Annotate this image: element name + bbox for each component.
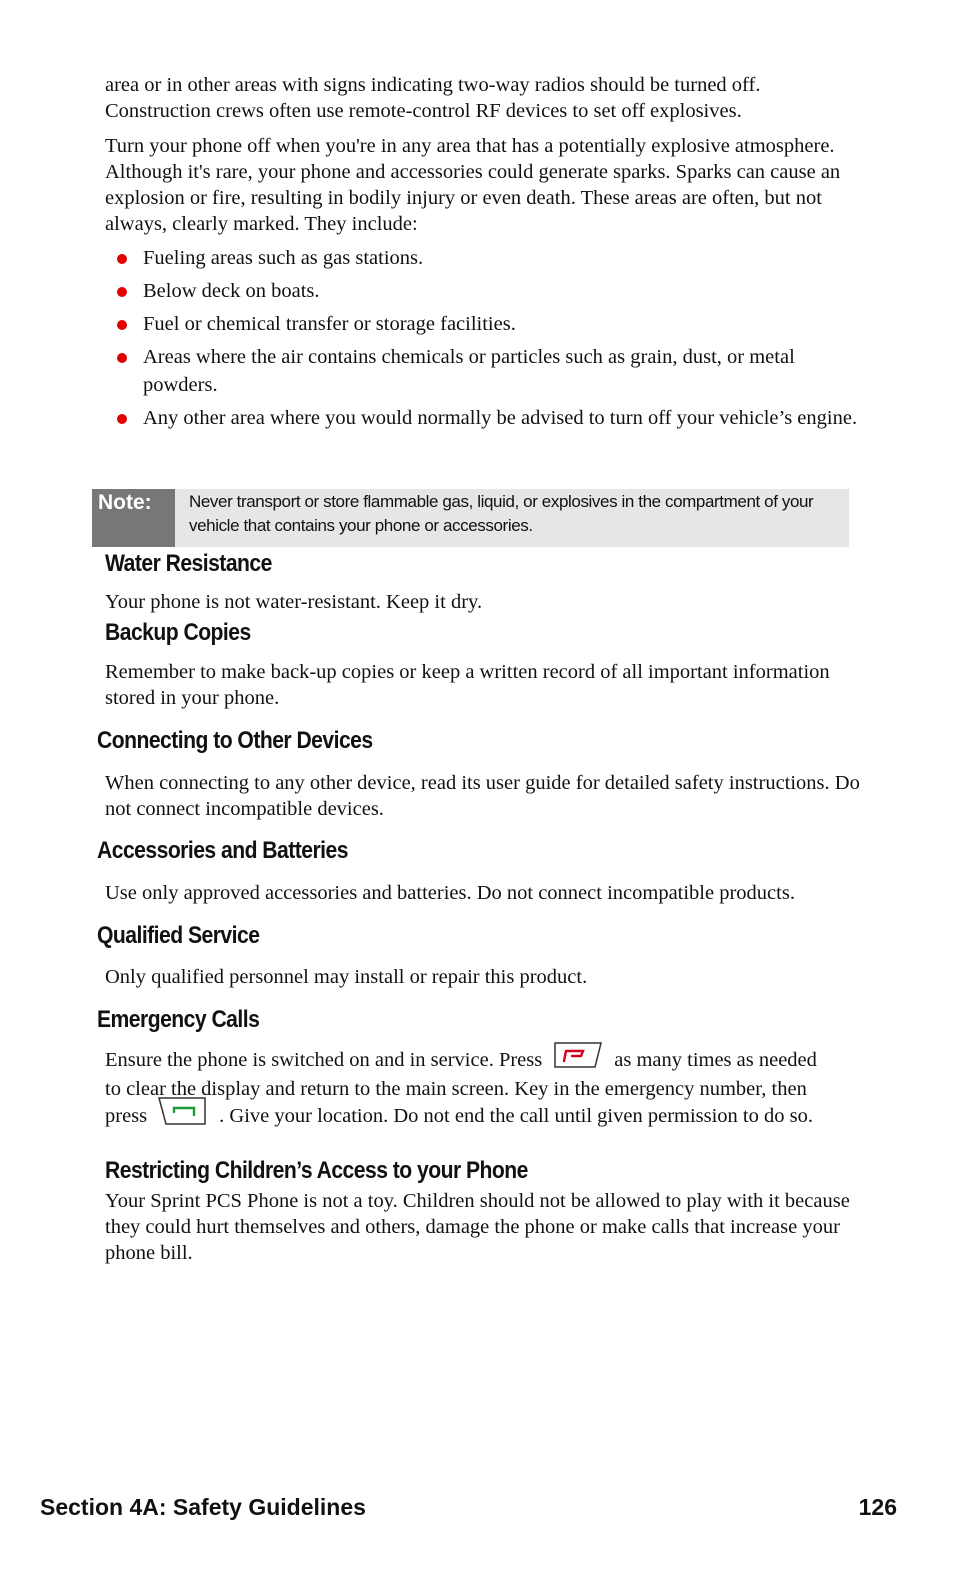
emergency-calls-heading: Emergency Calls	[97, 1006, 260, 1033]
note-text: Never transport or store flammable gas, liquid, or explosives in the compartment of your vehicle that contains your phone or accessories.	[189, 492, 814, 535]
footer-section-title: Section 4A: Safety Guidelines	[40, 1494, 366, 1520]
bullet-icon	[117, 353, 127, 363]
list-item: Areas where the air contains chemicals or particles such as grain, dust, or metal powders.	[105, 343, 865, 399]
page-number: 126	[858, 1494, 897, 1520]
list-item: Fueling areas such as gas stations.	[105, 244, 865, 272]
children-access-heading: Restricting Children’s Access to your Phone	[105, 1157, 528, 1184]
intro-paragraph-1: area or in other areas with signs indicating two-way radios should be turned off. Construction crews often use remote-control RF devices to set off explosives.	[105, 74, 761, 122]
backup-copies-body: Remember to make back-up copies or keep a written record of all important information stored in your phone.	[105, 661, 830, 709]
list-item: Any other area where you would normally be advised to turn off your vehicle’s engine.	[105, 404, 865, 432]
bullet-icon	[117, 414, 127, 424]
hazard-list	[105, 244, 865, 437]
connecting-heading: Connecting to Other Devices	[97, 727, 373, 754]
water-resistance-heading: Water Resistance	[105, 550, 272, 577]
water-resistance-body: Your phone is not water-resistant. Keep it dry.	[105, 591, 483, 613]
qualified-service-heading: Qualified Service	[97, 922, 260, 949]
end-call-key-icon	[552, 1041, 604, 1076]
backup-copies-heading: Backup Copies	[105, 619, 251, 646]
list-item: Below deck on boats.	[105, 277, 865, 305]
accessories-heading: Accessories and Batteries	[97, 837, 348, 864]
bullet-icon	[117, 287, 127, 297]
talk-key-icon	[157, 1096, 209, 1133]
accessories-body: Use only approved accessories and batteries. Do not connect incompatible products.	[105, 882, 795, 904]
emergency-calls-body: Ensure the phone is switched on and in service. Press as many times as needed to clear the display and return to the main screen. Key in the emergency number, then press . Give your location. Do not end the call until given permission to do so.	[105, 1047, 830, 1133]
bullet-icon	[117, 320, 127, 330]
note-label: Note:	[92, 489, 175, 547]
connecting-body: When connecting to any other device, read its user guide for detailed safety instructions. Do not connect incompatible devices.	[105, 772, 860, 820]
qualified-service-body: Only qualified personnel may install or repair this product.	[105, 966, 588, 988]
note-box	[92, 489, 849, 547]
intro-paragraph-2: Turn your phone off when you're in any area that has a potentially explosive atmosphere. Although it's rare, your phone and accessories could generate sparks. Sparks can cause an explosion or fire, resulting in bodily injury or even death. These areas are often, but not always, clearly marked. They include:	[105, 135, 841, 235]
children-access-body: Your Sprint PCS Phone is not a toy. Children should not be allowed to play with it because they could hurt themselves and others, damage the phone or make calls that increase your phone bill.	[105, 1190, 850, 1264]
bullet-icon	[117, 254, 127, 264]
list-item: Fuel or chemical transfer or storage facilities.	[105, 310, 865, 338]
